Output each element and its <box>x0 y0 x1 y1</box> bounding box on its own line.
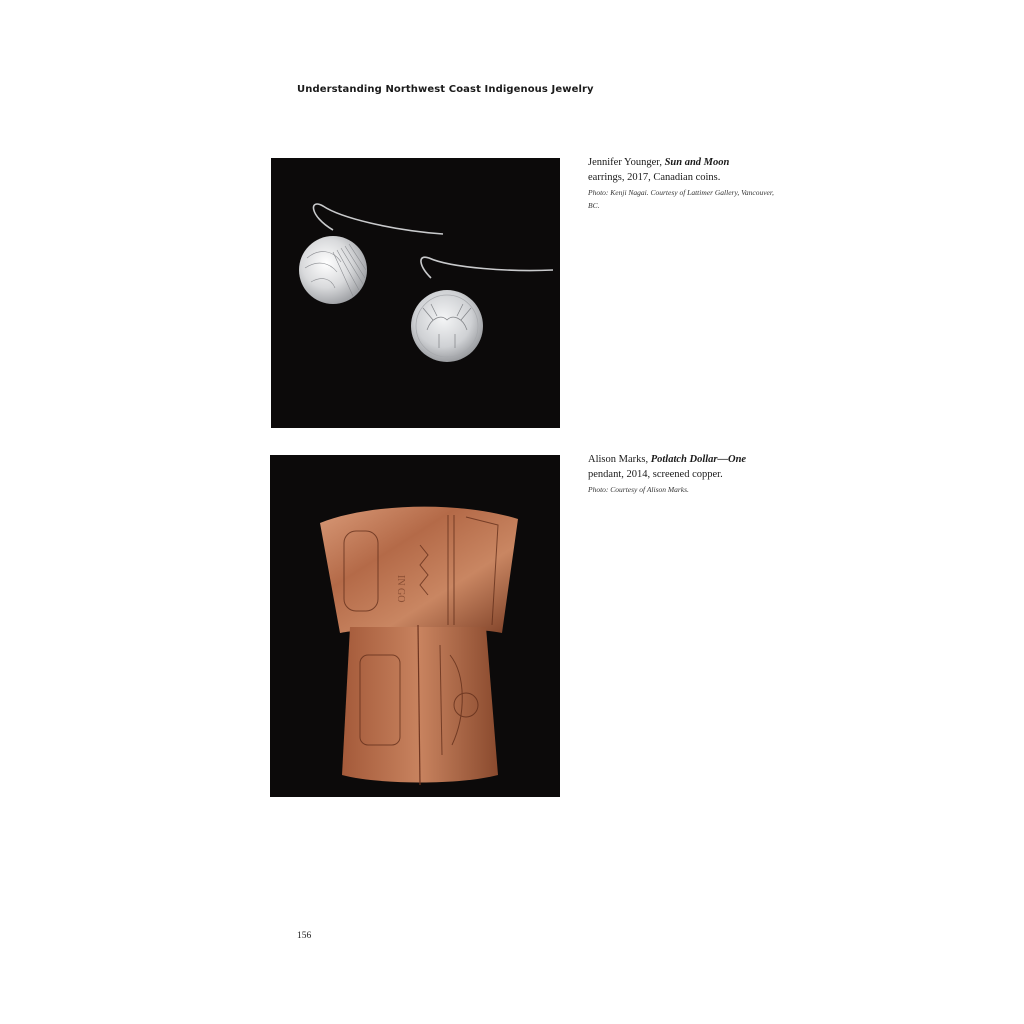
caption-description: pendant, 2014, screened copper. <box>588 469 723 480</box>
caption-credit: Photo: Courtesy of Alison Marks. <box>588 485 689 494</box>
caption-description: earrings, 2017, Canadian coins. <box>588 172 721 183</box>
earrings-photo <box>271 158 560 428</box>
running-head: Understanding Northwest Coast Indigenous Jewelry <box>297 84 594 95</box>
caption-artist: Jennifer Younger, <box>588 157 662 168</box>
pendant-photo <box>270 455 560 797</box>
page-number: 156 <box>297 931 312 941</box>
caption-credit: Photo: Kenji Nagai. Courtesy of Lattimer Gallery, Vancouver, BC. <box>588 188 774 210</box>
caption-title: Sun and Moon <box>664 157 730 168</box>
caption-earrings <box>588 155 778 212</box>
caption-pendant <box>588 452 778 496</box>
caption-artist: Alison Marks, <box>588 454 649 465</box>
svg-text:IN GO: IN GO <box>395 575 406 603</box>
caption-title: Potlatch Dollar—One <box>650 454 747 465</box>
